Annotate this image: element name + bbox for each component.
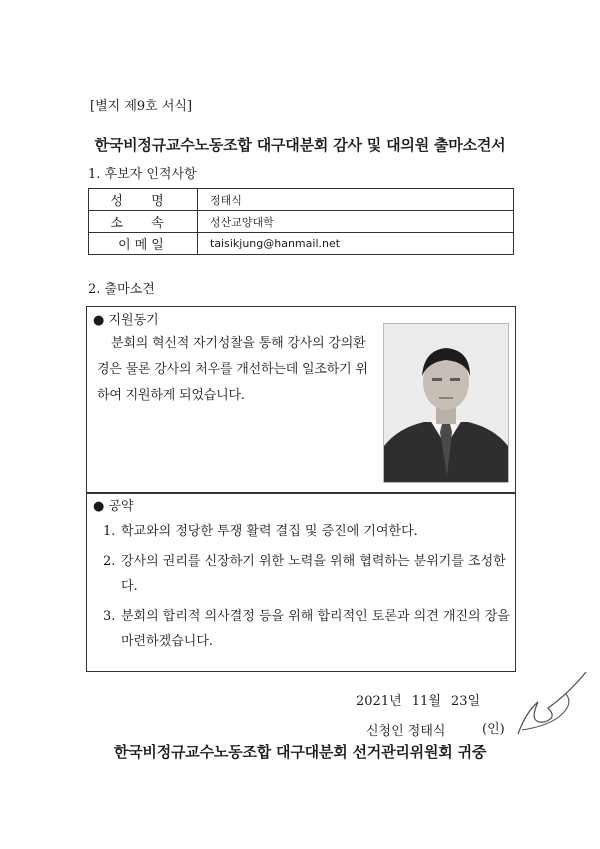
- list-item: [87, 549, 515, 599]
- pledge-text: 분회의 합리적 의사결정 등을 위해 합리적인 토론과 의견 개진의 장을 마련하겠습니다.: [121, 609, 510, 649]
- pledge-number: 2.: [103, 554, 116, 569]
- motive-heading: [93, 309, 159, 328]
- seal-mark: (인): [482, 722, 505, 737]
- table-row: [89, 233, 514, 255]
- affiliation-value: 성산교양대학: [198, 211, 514, 233]
- form-number: [별지 제9호 서식]: [90, 99, 193, 114]
- footer-addressee: 한국비정규교수노동조합 대구대분회 선거관리위원회 귀중: [113, 743, 487, 761]
- email-value: taisikjung@hanmail.net: [198, 233, 514, 255]
- pledge-text: 강사의 권리를 신장하기 위한 노력을 위해 협력하는 분위기를 조성한다.: [121, 554, 506, 594]
- pledge-number: 3.: [103, 609, 116, 624]
- table-row: [89, 189, 514, 211]
- pledge-heading-label: 공약: [108, 499, 134, 514]
- table-row: [89, 211, 514, 233]
- affiliation-label: 소 속: [89, 211, 198, 233]
- candidate-photo: [383, 323, 509, 483]
- signature-icon: [508, 664, 592, 744]
- motive-heading-label: 지원동기: [108, 313, 159, 328]
- submission-date: 2021년 11월 23일: [356, 694, 481, 709]
- section-2-heading: 2. 출마소견: [88, 282, 155, 297]
- pledge-list: [87, 519, 515, 659]
- bullet-icon: ●: [93, 499, 105, 514]
- list-item: [87, 519, 515, 544]
- candidate-info-table: [88, 188, 514, 255]
- pledge-text: 학교와의 정당한 투쟁 활력 결집 및 증진에 기여한다.: [121, 524, 418, 539]
- motive-text: 분회의 혁신적 자기성찰을 통해 강사의 강의환경은 물론 강사의 처우를 개선하는데 일조하기 위하여 지원하게 되었습니다.: [97, 336, 368, 403]
- section-1-heading: 1. 후보자 인적사항: [88, 167, 197, 182]
- email-label: 이메일: [89, 233, 198, 255]
- motive-box: [86, 306, 516, 494]
- pledge-box: [86, 492, 516, 672]
- pledge-number: 1.: [103, 524, 116, 539]
- document-title: 한국비정규교수노동조합 대구대분회 감사 및 대의원 출마소견서: [94, 136, 506, 154]
- name-label: 성 명: [89, 189, 198, 211]
- pledge-heading: [93, 495, 134, 514]
- name-value: 정태식: [198, 189, 514, 211]
- list-item: [87, 604, 515, 654]
- bullet-icon: ●: [93, 313, 105, 328]
- applicant-name: 신청인 정태식: [366, 724, 446, 739]
- portrait-image: [384, 324, 508, 482]
